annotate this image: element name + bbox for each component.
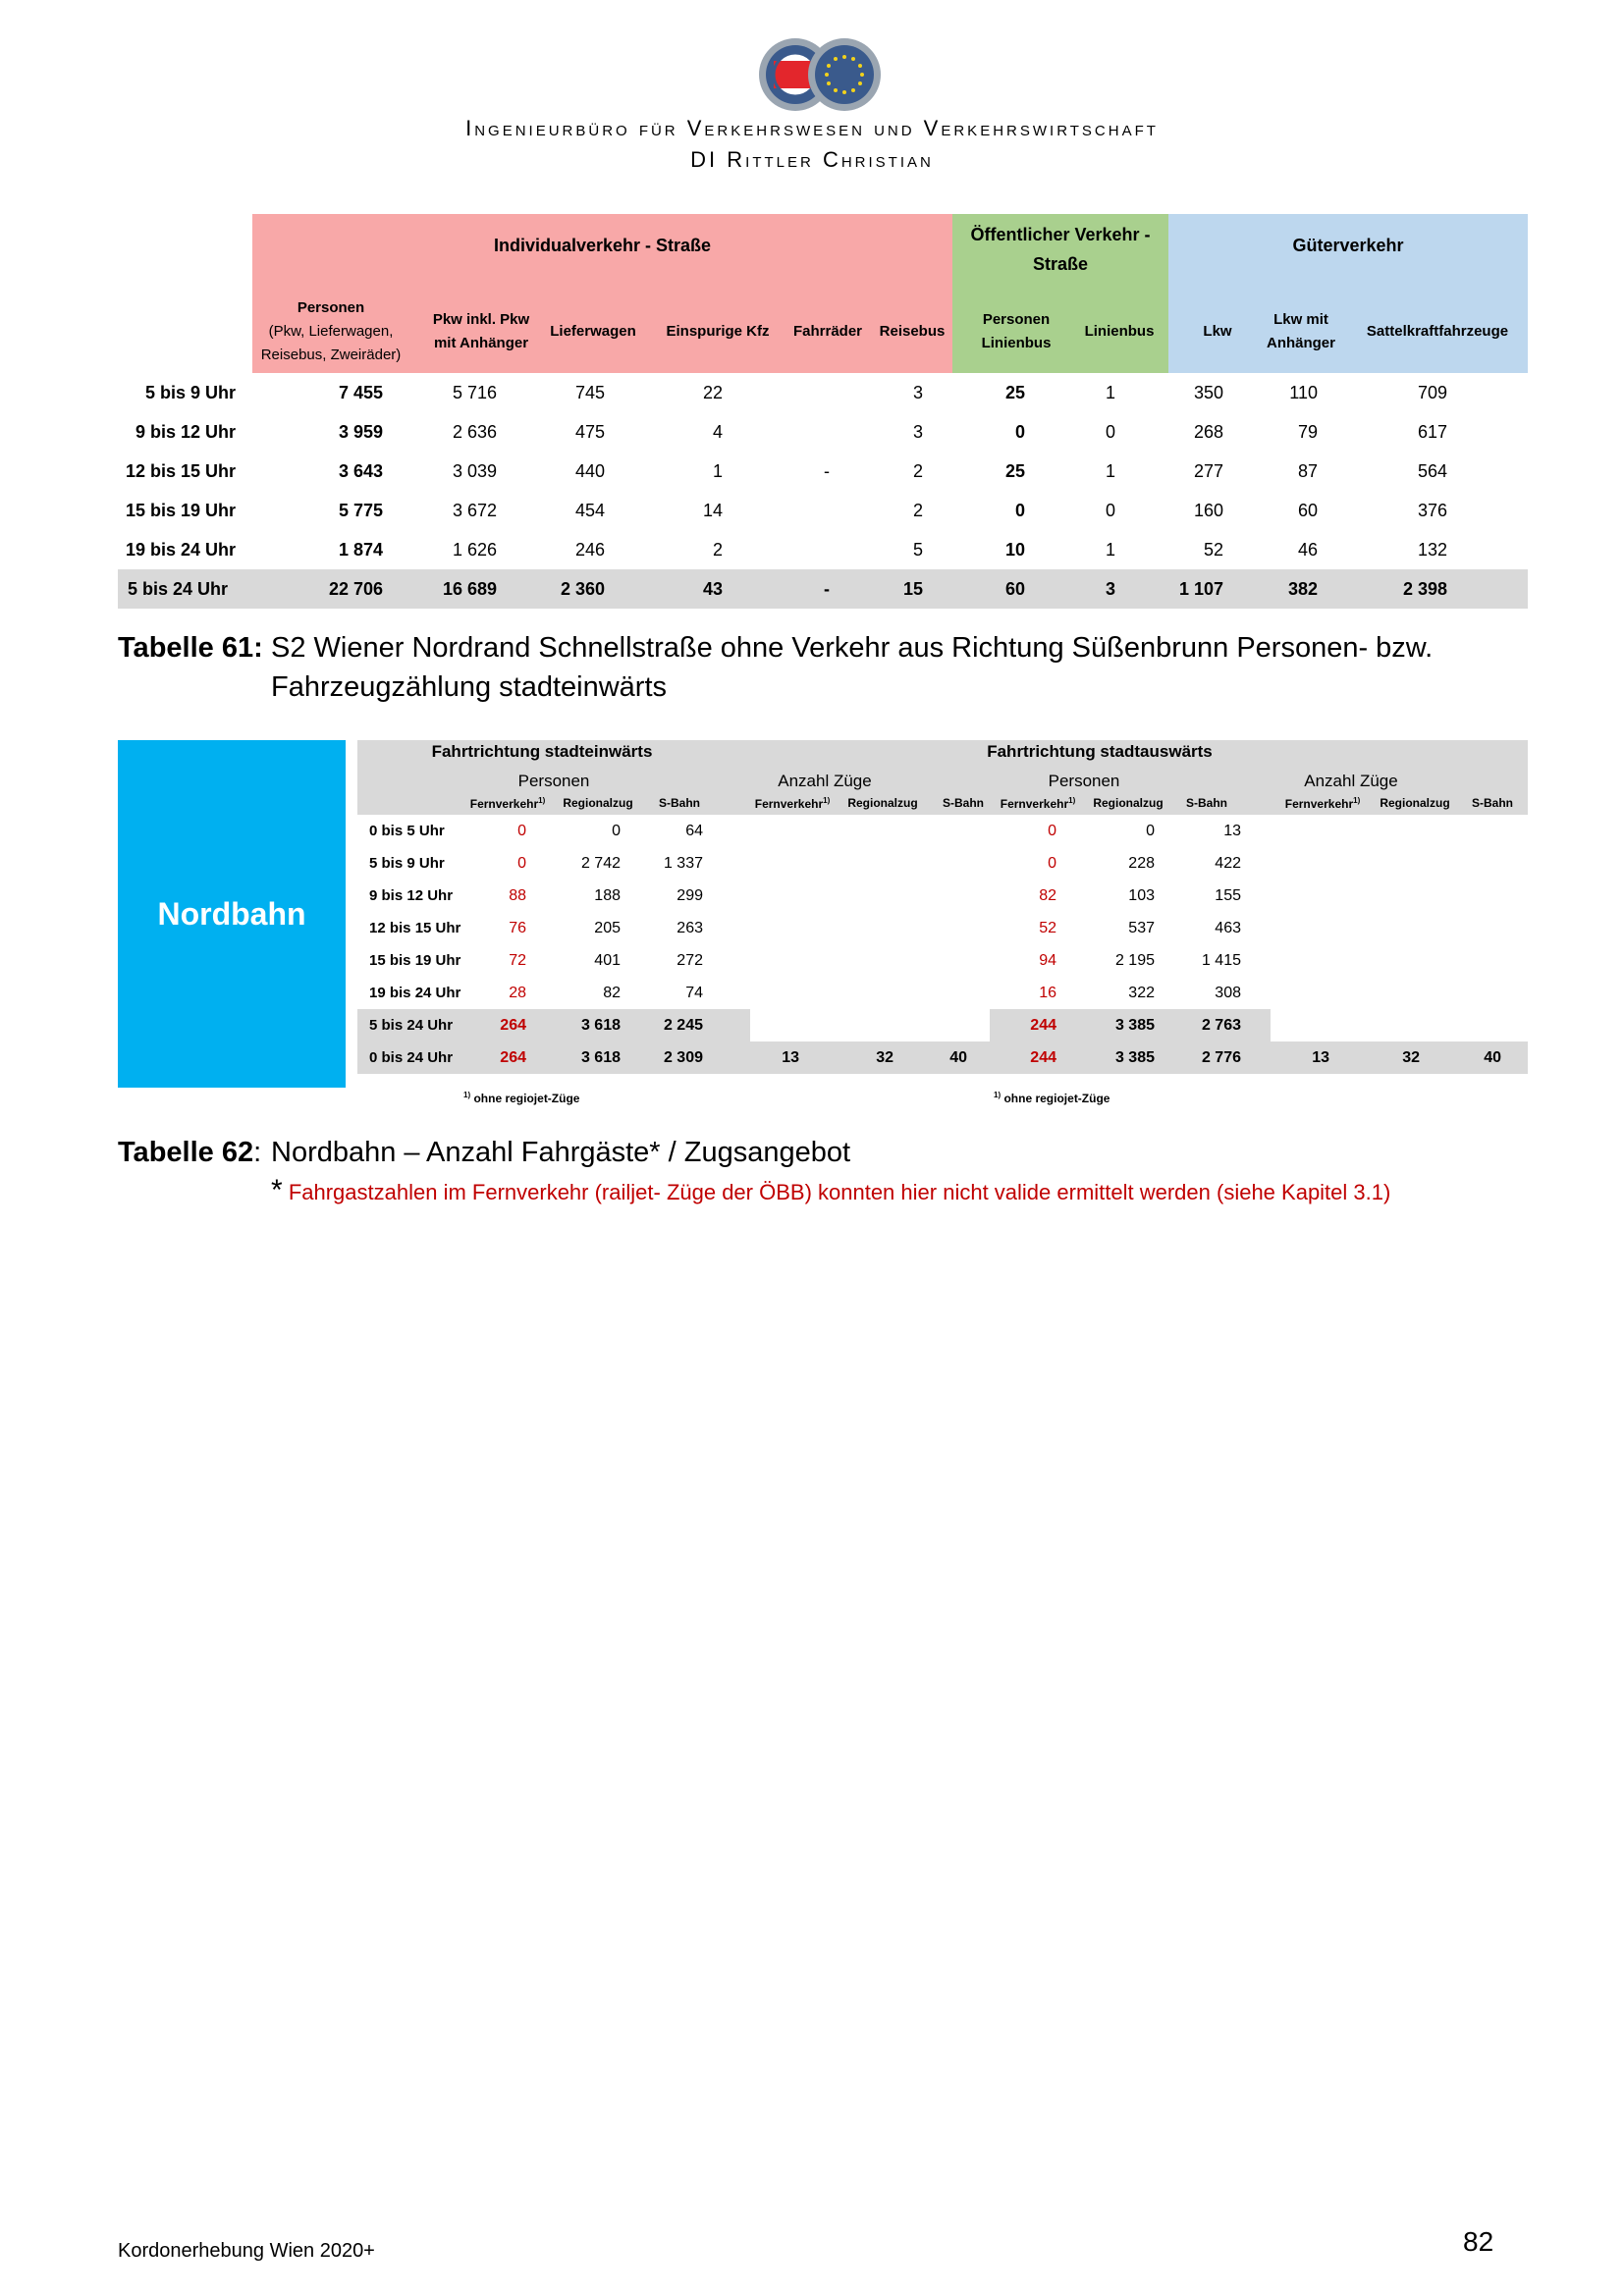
footer-title: Kordonerhebung Wien 2020+	[118, 2240, 375, 2262]
col-linienbus: Linienbus	[1084, 323, 1155, 340]
cell-in_reg: 401	[594, 952, 621, 969]
in-regional-header: Regionalzug	[563, 796, 633, 810]
cell-pers_linien: 0	[1014, 422, 1025, 442]
in-zug-fern-header	[750, 796, 835, 811]
caption-62-label: Tabelle 62	[118, 1137, 254, 1168]
cell-label: 5 bis 24 Uhr	[128, 579, 229, 599]
cell-lkw_anh: 110	[1289, 383, 1318, 402]
table-row	[118, 491, 1528, 530]
group-public-title: Öffentlicher Verkehr - Straße	[970, 225, 1151, 274]
cell-in_fern: 264	[500, 1049, 526, 1066]
col-pkw: Pkw inkl. Pkw mit Anhänger	[432, 311, 530, 351]
cell-out_zs: 40	[1484, 1049, 1501, 1066]
cell-einspurige: 43	[702, 579, 723, 599]
cell-lkw: 350	[1193, 383, 1223, 402]
cell-pkw: 1 626	[452, 540, 497, 560]
cell-lkw_anh: 87	[1297, 461, 1318, 481]
cell-liefer: 454	[574, 501, 605, 520]
cell-pers_linien: 0	[1014, 501, 1025, 520]
cell-lkw: 52	[1203, 540, 1223, 560]
cell-out_s: 13	[1223, 823, 1241, 839]
cell-label: 5 bis 9 Uhr	[369, 855, 445, 872]
in-zug-fern-label: Fernverkehr	[754, 797, 824, 811]
cell-in_fern: 88	[509, 887, 526, 904]
cell-in_reg: 205	[594, 920, 621, 936]
cell-linienbus: 1	[1105, 461, 1115, 481]
cell-label: 5 bis 24 Uhr	[369, 1017, 454, 1034]
footnote-in-sup: 1)	[463, 1091, 471, 1099]
cell-fahrraeder: -	[824, 579, 830, 599]
cell-in_zf: 13	[782, 1049, 799, 1066]
footnote-out-text: ohne regiojet-Züge	[1003, 1092, 1110, 1105]
cell-linienbus: 0	[1105, 422, 1115, 442]
cell-pers_linien: 25	[1004, 383, 1025, 402]
in-fern-sup: 1)	[538, 796, 546, 805]
cell-label: 9 bis 12 Uhr	[369, 887, 454, 904]
col-personen-label: Personen	[297, 299, 365, 316]
cell-linienbus: 1	[1105, 383, 1115, 402]
cell-out_fern: 94	[1039, 952, 1056, 969]
cell-personen: 5 775	[338, 501, 383, 520]
cell-in_s: 299	[677, 887, 703, 904]
caption-62-text: Nordbahn – Anzahl Fahrgäste* / Zugsangebot	[271, 1137, 851, 1168]
table-row	[357, 1009, 1528, 1041]
cell-in_reg: 2 742	[580, 855, 621, 872]
header-line1: Ingenieurbüro für Verkehrswesen und Verkehrswirtschaft	[465, 116, 1159, 140]
in-zuege-title: Anzahl Züge	[778, 772, 872, 790]
table-row	[357, 944, 1528, 977]
cell-personen: 7 455	[338, 383, 383, 402]
cell-out_reg: 0	[1146, 823, 1155, 839]
caption-61-label: Tabelle 61:	[118, 632, 263, 664]
table-row	[357, 1041, 1528, 1074]
table-row	[357, 912, 1528, 944]
cell-in_s: 74	[685, 985, 703, 1001]
cell-out_s: 308	[1215, 985, 1241, 1001]
table-row	[118, 452, 1528, 491]
cell-liefer: 475	[574, 422, 605, 442]
in-zug-fern-sup: 1)	[823, 796, 831, 805]
cell-lkw: 160	[1193, 501, 1223, 520]
cell-out_fern: 0	[1048, 823, 1056, 839]
cell-lkw_anh: 46	[1297, 540, 1318, 560]
cell-out_s: 2 776	[1201, 1049, 1241, 1066]
caption-61-text2: Fahrzeugzählung stadteinwärts	[271, 671, 668, 703]
out-zuege-title: Anzahl Züge	[1304, 772, 1398, 790]
footnote-out	[994, 1091, 1110, 1105]
cell-out_s: 463	[1215, 920, 1241, 936]
group-goods-title: Güterverkehr	[1292, 236, 1404, 255]
cell-out_s: 422	[1215, 855, 1241, 872]
cell-in_fern: 76	[509, 920, 526, 936]
cell-label: 19 bis 24 Uhr	[369, 985, 461, 1001]
out-regional-header: Regionalzug	[1093, 796, 1164, 810]
nordbahn-label: Nordbahn	[118, 740, 346, 1088]
cell-personen: 3 643	[338, 461, 383, 481]
col-personen	[252, 293, 409, 371]
cell-out_reg: 228	[1128, 855, 1155, 872]
cell-sattel: 564	[1417, 461, 1447, 481]
cell-out_reg: 322	[1128, 985, 1155, 1001]
cell-out_reg: 2 195	[1114, 952, 1155, 969]
cell-out_s: 1 415	[1201, 952, 1241, 969]
table-row	[118, 530, 1528, 569]
cell-out_zf: 13	[1312, 1049, 1329, 1066]
col-fahrraeder: Fahrräder	[792, 323, 863, 340]
cell-sattel: 2 398	[1402, 579, 1447, 599]
cell-in_s: 64	[685, 823, 703, 839]
header-line2: DI Rittler Christian	[690, 147, 934, 172]
cell-pkw: 2 636	[452, 422, 497, 442]
dir-in-title: Fahrtrichtung stadteinwärts	[431, 742, 653, 761]
in-fern-header	[465, 796, 550, 811]
cell-fahrraeder: -	[824, 461, 830, 481]
cell-linienbus: 1	[1105, 540, 1115, 560]
out-sbahn-header: S-Bahn	[1186, 796, 1227, 810]
cell-linienbus: 3	[1105, 579, 1115, 599]
col-sattel: Sattelkraftfahrzeuge	[1366, 323, 1509, 340]
in-fern-label: Fernverkehr	[469, 797, 539, 811]
cell-pkw: 3 672	[452, 501, 497, 520]
cell-einspurige: 14	[702, 501, 723, 520]
cell-liefer: 745	[574, 383, 605, 402]
cell-sattel: 376	[1417, 501, 1447, 520]
col-personen-sub: (Pkw, Lieferwagen, Reisebus, Zweiräder)	[260, 323, 402, 363]
cell-in_s: 2 309	[663, 1049, 703, 1066]
out-fern-label: Fernverkehr	[1000, 797, 1069, 811]
table-row	[118, 373, 1528, 412]
table-row	[118, 569, 1528, 609]
cell-in_fern: 264	[500, 1017, 526, 1034]
out-zug-fern-header	[1280, 796, 1365, 811]
cell-linienbus: 0	[1105, 501, 1115, 520]
cell-in_zr: 32	[876, 1049, 893, 1066]
cell-personen: 1 874	[338, 540, 383, 560]
cell-in_reg: 0	[612, 823, 621, 839]
cell-in_s: 1 337	[663, 855, 703, 872]
cell-pers_linien: 10	[1004, 540, 1025, 560]
cell-label: 5 bis 9 Uhr	[144, 383, 236, 402]
cell-label: 0 bis 5 Uhr	[369, 823, 445, 839]
cell-in_fern: 0	[517, 855, 526, 872]
cell-out_fern: 16	[1039, 985, 1056, 1001]
cell-einspurige: 4	[712, 422, 723, 442]
cell-out_s: 2 763	[1201, 1017, 1241, 1034]
cell-reisebus: 2	[912, 461, 923, 481]
cell-pers_linien: 25	[1004, 461, 1025, 481]
footnote-note	[271, 1174, 1390, 1207]
cell-pkw: 3 039	[452, 461, 497, 481]
cell-label: 15 bis 19 Uhr	[369, 952, 461, 969]
note-text: Fahrgastzahlen im Fernverkehr (railjet- Züge der ÖBB) konnten hier nicht valide ermittelt werden (siehe Kapitel 3.1)	[288, 1180, 1391, 1204]
footnote-in-text: ohne regiojet-Züge	[473, 1092, 580, 1105]
cell-lkw_anh: 382	[1287, 579, 1318, 599]
cell-in_reg: 188	[594, 887, 621, 904]
cell-personen: 3 959	[338, 422, 383, 442]
cell-einspurige: 2	[712, 540, 723, 560]
footnote-out-sup: 1)	[994, 1091, 1001, 1099]
caption-61	[118, 628, 263, 667]
cell-out_fern: 244	[1030, 1049, 1056, 1066]
cell-einspurige: 1	[712, 461, 723, 481]
table-row	[357, 815, 1528, 847]
page-number: 82	[1463, 2226, 1494, 2257]
in-personen-title: Personen	[517, 772, 590, 790]
caption-62	[118, 1133, 261, 1172]
cell-pkw: 5 716	[452, 383, 497, 402]
cell-pkw: 16 689	[442, 579, 497, 599]
in-zug-regional-header: Regionalzug	[847, 796, 918, 810]
out-fern-sup: 1)	[1068, 796, 1076, 805]
cell-reisebus: 3	[912, 422, 923, 442]
out-zug-regional-header: Regionalzug	[1380, 796, 1450, 810]
cell-label: 12 bis 15 Uhr	[125, 461, 236, 481]
cell-out_reg: 103	[1128, 887, 1155, 904]
cell-label: 19 bis 24 Uhr	[125, 540, 236, 560]
out-zug-sbahn-header: S-Bahn	[1472, 796, 1513, 810]
cell-lkw: 277	[1193, 461, 1223, 481]
caption-62-colon: :	[253, 1137, 262, 1168]
cell-personen: 22 706	[328, 579, 383, 599]
col-lkw-anh: Lkw mit Anhänger	[1266, 311, 1335, 351]
cell-sattel: 132	[1417, 540, 1447, 560]
note-star: *	[271, 1174, 283, 1206]
cell-lkw_anh: 79	[1297, 422, 1318, 442]
cell-in_s: 263	[677, 920, 703, 936]
table-row	[357, 847, 1528, 880]
cell-out_fern: 0	[1048, 855, 1056, 872]
in-sbahn-header: S-Bahn	[659, 796, 700, 810]
cell-sattel: 709	[1417, 383, 1447, 402]
cell-out_reg: 3 385	[1114, 1017, 1155, 1034]
table-row	[357, 977, 1528, 1009]
cell-lkw: 1 107	[1178, 579, 1223, 599]
cell-reisebus: 5	[912, 540, 923, 560]
cell-in_fern: 28	[509, 985, 526, 1001]
col-pers-linien: Personen Linienbus	[981, 311, 1052, 351]
cell-in_reg: 82	[603, 985, 621, 1001]
footnote-in	[463, 1091, 579, 1105]
cell-liefer: 440	[574, 461, 605, 481]
col-reisebus: Reisebus	[879, 323, 946, 340]
cell-einspurige: 22	[702, 383, 723, 402]
cell-out_reg: 537	[1128, 920, 1155, 936]
col-einspurige: Einspurige Kfz	[666, 323, 770, 340]
cell-reisebus: 3	[912, 383, 923, 402]
cell-out_s: 155	[1215, 887, 1241, 904]
out-personen-title: Personen	[1048, 772, 1120, 790]
cell-in_fern: 72	[509, 952, 526, 969]
cell-in_s: 272	[677, 952, 703, 969]
cell-in_fern: 0	[517, 823, 526, 839]
cell-sattel: 617	[1417, 422, 1447, 442]
cell-reisebus: 2	[912, 501, 923, 520]
cell-in_zs: 40	[949, 1049, 967, 1066]
in-zug-sbahn-header: S-Bahn	[943, 796, 984, 810]
group-individual-title: Individualverkehr - Straße	[493, 236, 712, 255]
row-shade	[357, 1041, 1528, 1074]
cell-lkw: 268	[1193, 422, 1223, 442]
out-fern-header	[996, 796, 1080, 811]
col-lkw: Lkw	[1203, 323, 1232, 340]
table-row	[118, 412, 1528, 452]
cell-pers_linien: 60	[1004, 579, 1025, 599]
out-zug-fern-sup: 1)	[1353, 796, 1361, 805]
cell-out_fern: 52	[1039, 920, 1056, 936]
cell-out_fern: 82	[1039, 887, 1056, 904]
cell-out_zr: 32	[1402, 1049, 1420, 1066]
cell-in_reg: 3 618	[580, 1017, 621, 1034]
cell-out_reg: 3 385	[1114, 1049, 1155, 1066]
company-logo	[746, 35, 893, 114]
cell-liefer: 246	[574, 540, 605, 560]
cell-label: 0 bis 24 Uhr	[369, 1049, 454, 1066]
cell-label: 15 bis 19 Uhr	[125, 501, 236, 520]
cell-label: 9 bis 12 Uhr	[135, 422, 236, 442]
cell-in_reg: 3 618	[580, 1049, 621, 1066]
col-liefer: Lieferwagen	[550, 323, 636, 340]
dir-out-title: Fahrtrichtung stadtauswärts	[987, 742, 1213, 761]
out-zug-fern-label: Fernverkehr	[1284, 797, 1354, 811]
cell-reisebus: 15	[902, 579, 923, 599]
cell-lkw_anh: 60	[1297, 501, 1318, 520]
cell-label: 12 bis 15 Uhr	[369, 920, 461, 936]
cell-out_fern: 244	[1030, 1017, 1056, 1034]
cell-liefer: 2 360	[560, 579, 605, 599]
caption-61-text1: S2 Wiener Nordrand Schnellstraße ohne Verkehr aus Richtung Süßenbrunn Personen- bzw.	[271, 632, 1434, 664]
cell-in_s: 2 245	[663, 1017, 703, 1034]
table-row	[357, 880, 1528, 912]
